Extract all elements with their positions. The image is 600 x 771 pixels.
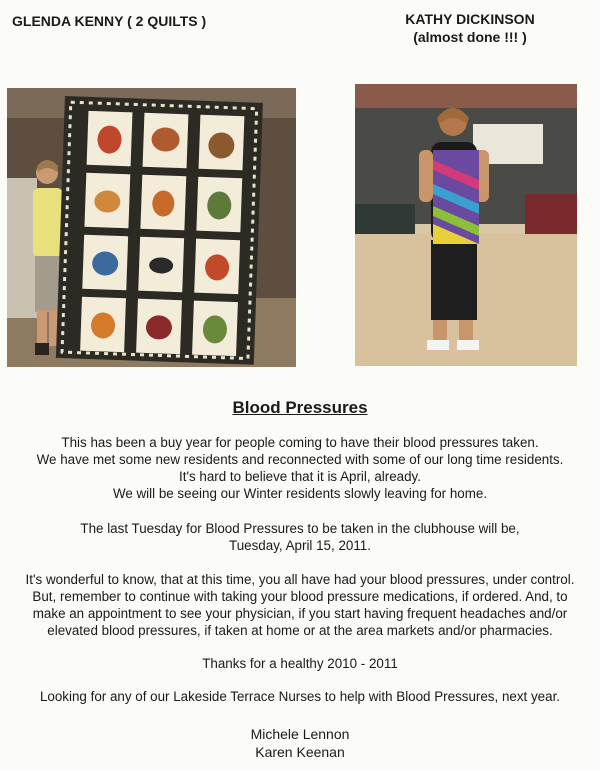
text-line: It's hard to believe that it is April, already. bbox=[179, 469, 421, 484]
signature-name: Michele Lennon bbox=[250, 726, 350, 742]
text-line: We will be seeing our Winter residents slowly leaving for home. bbox=[112, 486, 488, 501]
text-line: But, remember to continue with taking your blood pressure medications, if ordered. And, to bbox=[32, 589, 568, 604]
signature-name: Karen Keenan bbox=[255, 744, 345, 760]
text-line: This has been a buy year for people coming to have their blood pressures taken. bbox=[61, 435, 539, 450]
text-line: We have met some new residents and reconnected with some of our long time residents. bbox=[36, 452, 564, 467]
signatures bbox=[0, 725, 600, 761]
text-line: make an appointment to see your physician, if you start having frequent headaches and/or bbox=[32, 606, 568, 621]
caption-kathy-name: KATHY DICKINSON bbox=[405, 11, 535, 27]
text-line: Tuesday, April 15, 2011. bbox=[229, 538, 371, 553]
article-heading: Blood Pressures bbox=[232, 398, 368, 417]
paragraph-nurses-request bbox=[0, 688, 600, 705]
text-line: Looking for any of our Lakeside Terrace Nurses to help with Blood Pressures, next year. bbox=[39, 689, 561, 704]
paragraph-reminder bbox=[0, 571, 600, 639]
caption-kathy-note: (almost done !!! ) bbox=[413, 29, 527, 45]
caption-glenda-kenny: GLENDA KENNY ( 2 QUILTS ) bbox=[12, 13, 207, 29]
photo-quilt-rooster bbox=[7, 88, 296, 367]
text-line: elevated blood pressures, if taken at home or at the area markets and/or pharmacies. bbox=[47, 623, 553, 638]
paragraph-last-tuesday bbox=[0, 520, 600, 554]
caption-kathy-dickinson bbox=[360, 10, 580, 46]
photo-small-quilt bbox=[355, 84, 577, 366]
text-line: It's wonderful to know, that at this time, you all have had your blood pressures, under control. bbox=[25, 572, 575, 587]
text-line: The last Tuesday for Blood Pressures to be taken in the clubhouse will be, bbox=[80, 521, 520, 536]
text-line: Thanks for a healthy 2010 - 2011 bbox=[202, 656, 398, 671]
paragraph-thanks bbox=[0, 655, 600, 672]
paragraph-intro bbox=[0, 434, 600, 502]
